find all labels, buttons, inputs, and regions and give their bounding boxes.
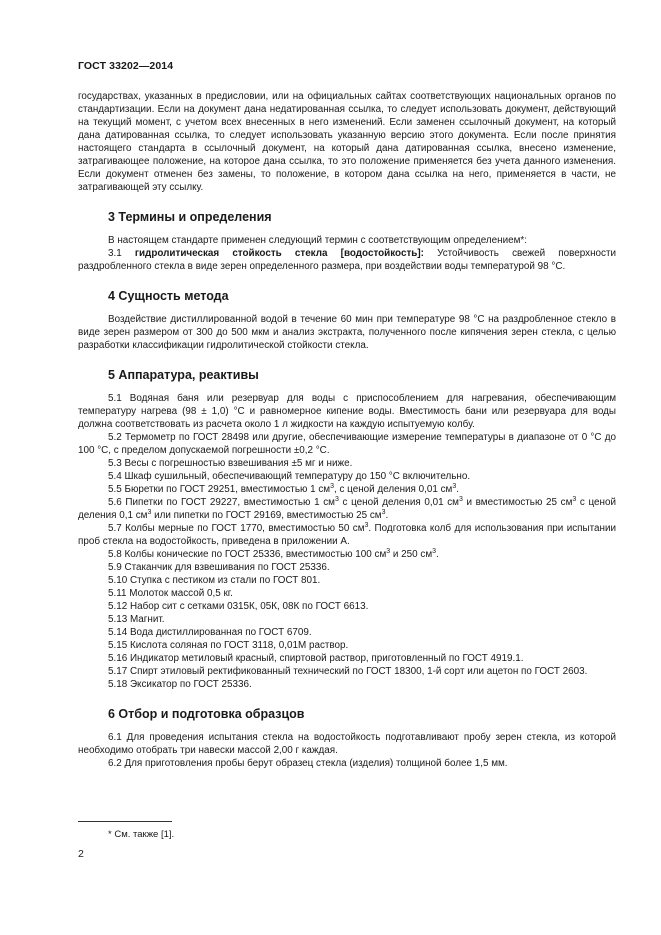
list-item-5-17: 5.17 Спирт этиловый ректификованный технический по ГОСТ 18300, 1-й сорт или ацетон по ГОСТ 2603. xyxy=(108,666,588,677)
list-item-5-8: 5.8 Колбы конические по ГОСТ 25336, вместимостью 100 $см^3$ и 250 $см^3$. xyxy=(108,548,439,560)
footnote-divider xyxy=(78,821,172,822)
list-item-5-18: 5.18 Эксикатор по ГОСТ 25336. xyxy=(108,679,252,690)
list-item-5-14: 5.14 Вода дистиллированная по ГОСТ 6709. xyxy=(108,627,312,638)
document-body xyxy=(78,90,616,770)
list-item-5-9: 5.9 Стаканчик для взвешивания по ГОСТ 25336. xyxy=(108,562,330,573)
list-item-5-1: 5.1 Водяная баня или резервуар для воды с приспособлением для нагревания, обеспечивающим температуру нагрева (98 ± 1,0) °С и равномерное кипение воды. Вместимость бани или резервуара для воды должна соответствовать из расчета около 1 л жидкости на каждую испытуемую колбу. xyxy=(78,393,616,430)
list-item-5-16: 5.16 Индикатор метиловый красный, спиртовой раствор, приготовленный по ГОСТ 4919.1. xyxy=(108,653,524,664)
list-item-5-7: 5.7 Колбы мерные по ГОСТ 1770, вместимостью 50 $см^3$. Подготовка колб для использования при испытании проб стекла на водостойкость, приведена в приложении А. xyxy=(78,522,616,547)
section-3-definition xyxy=(78,247,616,273)
definition: Устойчивость свежей поверхности раздробленного стекла в виде зерен определенного размера, при воздействии воды температурой 98 °С. xyxy=(78,248,617,272)
list-item-5-4: 5.4 Шкаф сушильный, обеспечивающий температуру до 150 °С включительно. xyxy=(108,471,471,482)
list-item-6-2: 6.2 Для приготовления пробы берут образец стекла (изделия) толщиной более 1,5 мм. xyxy=(108,758,508,769)
section-3-intro: В настоящем стандарте применен следующий термин с соответствующим определением*: xyxy=(108,235,527,246)
list-item-5-13: 5.13 Магнит. xyxy=(108,614,165,625)
document-header-title: ГОСТ 33202—2014 xyxy=(78,60,174,72)
list-item-5-15: 5.15 Кислота соляная по ГОСТ 3118, 0,01М раствор. xyxy=(108,640,349,651)
section-3-heading: 3 Термины и определения xyxy=(108,210,272,224)
list-item-6-1: 6.1 Для проведения испытания стекла на водостойкость подготавливают пробу зерен стекла, из которой необходимо отобрать три навески массой 2,00 г каждая. xyxy=(78,732,616,756)
section-5-heading: 5 Аппаратура, реактивы xyxy=(108,368,259,382)
list-item-5-6: 5.6 Пипетки по ГОСТ 29227, вместимостью 1 $см^3$ с ценой деления 0,01 $см^3$ и вместимостью 25 $см^3$ с ценой деления 0,1 $см^3$ или пипетки по ГОСТ 29169, вместимостью 25 $см^3$. xyxy=(78,496,616,521)
list-item-5-12: 5.12 Набор сит с сетками 0315К, 05К, 08К по ГОСТ 6613. xyxy=(108,601,369,612)
section-6-heading: 6 Отбор и подготовка образцов xyxy=(108,707,305,721)
list-item-5-3: 5.3 Весы с погрешностью взвешивания ±5 мг и ниже. xyxy=(108,458,353,469)
list-item-5-5: 5.5 Бюретки по ГОСТ 29251, вместимостью 1 $см^3$, с ценой деления 0,01 $см^3$. xyxy=(108,483,459,495)
section-4-heading: 4 Сущность метода xyxy=(108,289,229,303)
term: гидролитическая стойкость стекла [водостойкость]: xyxy=(134,248,424,259)
section-4-text: Воздействие дистиллированной водой в течение 60 мин при температуре 98 °С на раздробленное стекло в виде зерен размером от 300 до 500 мкм и анализ экстракта, полученного после кипячения зерен стекла, с целью разработки классификации гидролитической стойкости стекла. xyxy=(78,314,616,351)
list-item-5-10: 5.10 Ступка с пестиком из стали по ГОСТ 801. xyxy=(108,575,321,586)
footnote: * См. также [1]. xyxy=(108,829,175,840)
intro-paragraph: государствах, указанных в предисловии, или на официальных сайтах соответствующих национальных органов по стандартизации. Если на документ дана недатированная ссылка, то следует использовать документ, действующий на текущий момент, с учетом всех внесенных в него изменений. Если заменен ссылочный документ, на который дана датированная ссылка, то следует использовать указанную версию этого документа. Если после принятия настоящего стандарта в ссылочный документ, на который дана датированная ссылка, внесено изменение, затрагивающее положение, на которое дана ссылка, то это положение применяется без учета данного изменения. Если документ отменен без замены, то положение, в котором дана ссылка на него, применяется в части, не затрагивающей эту ссылку. xyxy=(78,91,616,193)
list-item-5-2: 5.2 Термометр по ГОСТ 28498 или другие, обеспечивающие измерение температуры в диапазоне от 0 °С до 100 °С, с пределом допускаемой погрешности ±0,2 °С. xyxy=(78,432,616,456)
list-item-5-11: 5.11 Молоток массой 0,5 кг. xyxy=(108,588,233,599)
page-number: 2 xyxy=(78,848,84,860)
item-number: 3.1 xyxy=(108,248,122,259)
